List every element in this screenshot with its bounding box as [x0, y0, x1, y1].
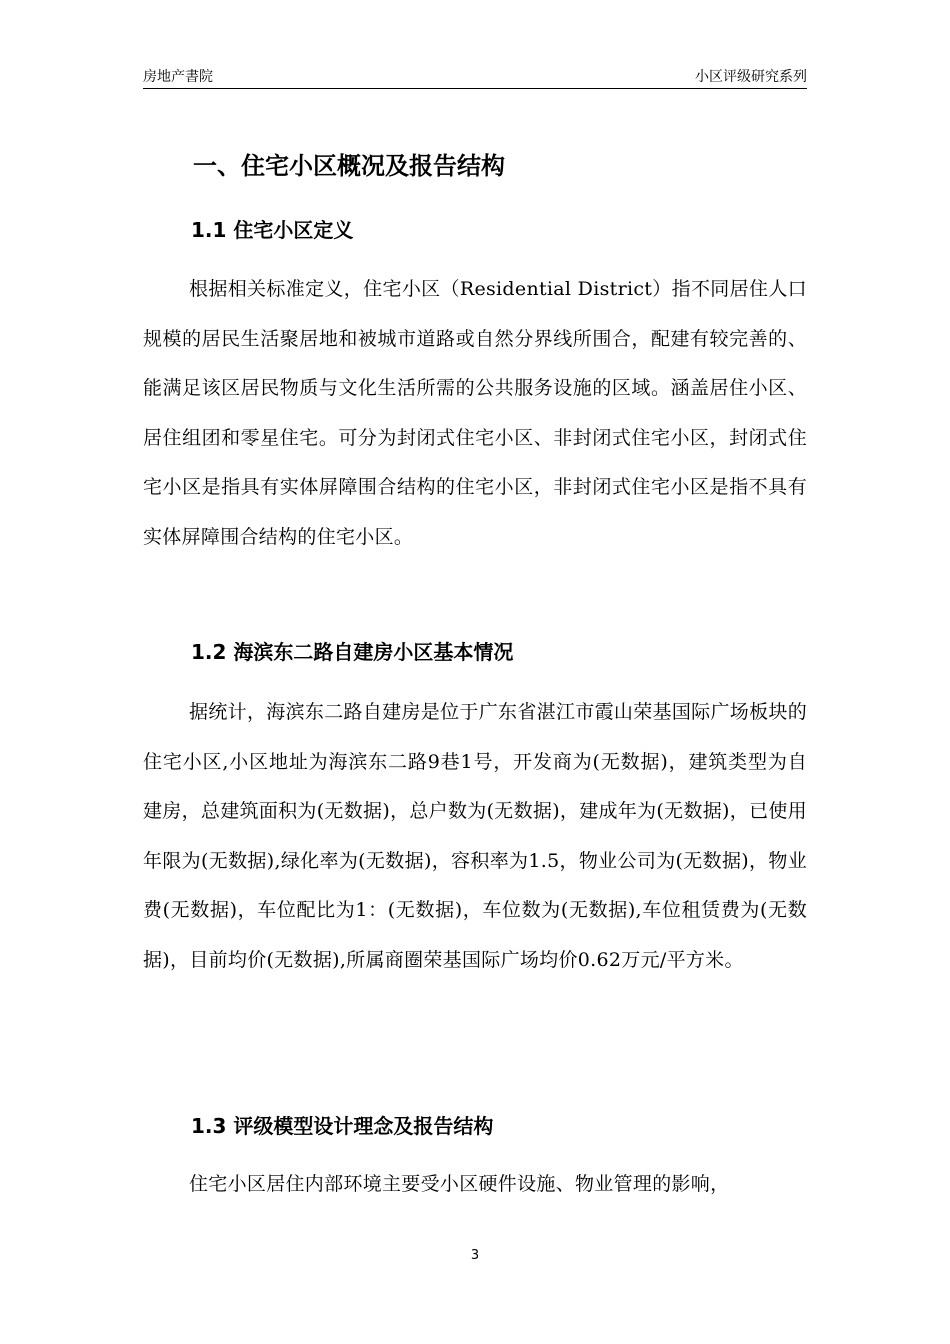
page-number: 3 [470, 1248, 480, 1263]
section-1-3-paragraph: 住宅小区居住内部环境主要受小区硬件设施、物业管理的影响， [189, 1173, 730, 1195]
section-1-2-paragraph: 据统计，海滨东二路自建房是位于广东省湛江市霞山荣基国际广场板块的住宅小区,小区地址为海滨东二路9巷1号，开发商为(无数据)，建筑类型为自建房，总建筑面积为(无数据)，总户数为(无数据)，建成年为(无数据)，已使用年限为(无数据),绿化率为(无数据)，容积率为1.5，物业公司为(无数据)，物业费(无数据)，车位配比为1：(无数据)，车位数为(无数据),车位租赁费为(无数据)，目前均价(无数据),所属商圈荣基国际广场均价0.62万元/平方米。 [143, 701, 807, 971]
section-1-2-title: 1.2 海滨东二路自建房小区基本情况 [191, 640, 514, 664]
header-series-title: 小区评级研究系列 [695, 69, 807, 85]
header-publisher: 房地产書院 [143, 69, 213, 85]
chapter-title: 一、住宅小区概况及报告结构 [193, 152, 505, 180]
page-header [143, 66, 807, 89]
section-1-1-title: 1.1 住宅小区定义 [191, 218, 354, 242]
section-1-3-title: 1.3 评级模型设计理念及报告结构 [191, 1114, 494, 1138]
section-1-1-paragraph: 根据相关标准定义，住宅小区（Residential District）指不同居住人口规模的居民生活聚居地和被城市道路或自然分界线所围合，配建有较完善的、能满足该区居民物质与文化生活所需的公共服务设施的区域。涵盖居住小区、居住组团和零星住宅。可分为封闭式住宅小区、非封闭式住宅小区，封闭式住宅小区是指具有实体屏障围合结构的住宅小区，非封闭式住宅小区是指不具有实体屏障围合结构的住宅小区。 [143, 278, 807, 548]
